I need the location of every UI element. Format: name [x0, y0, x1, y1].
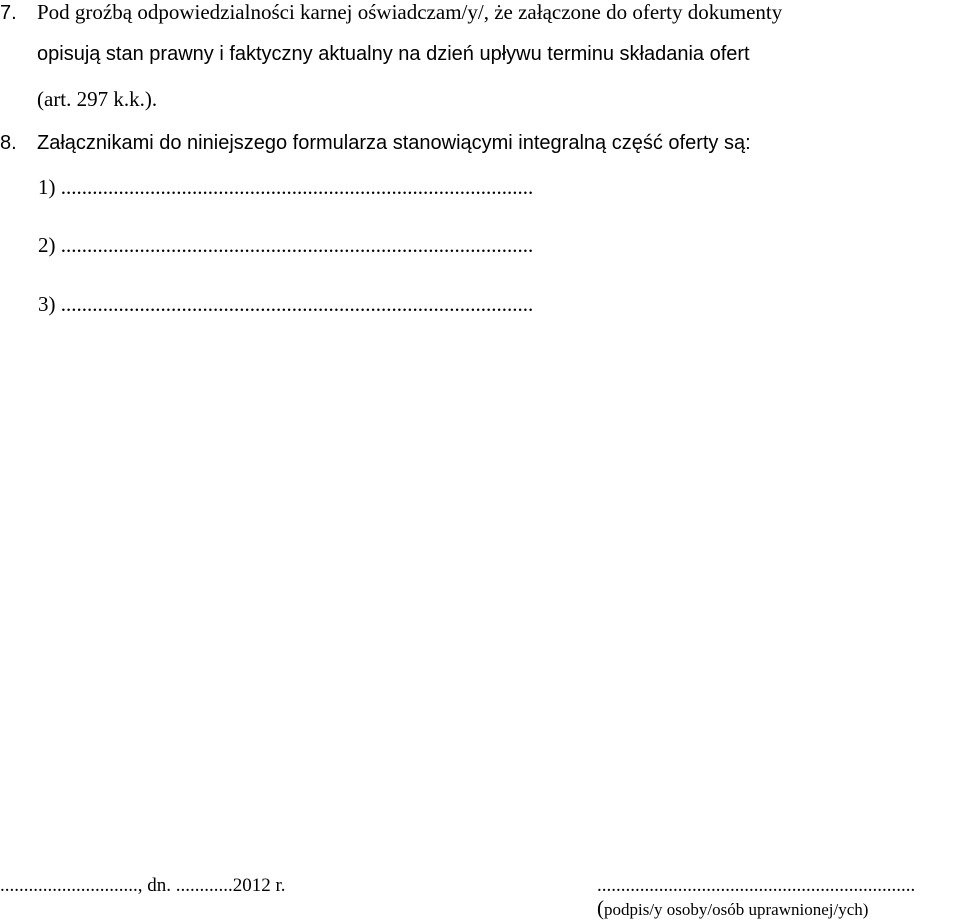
attachment-line-3[interactable]: 3) ..........................................................................................: [38, 292, 534, 316]
paragraph-8-text: Załącznikami do niniejszego formularza stanowiącymi integralną część oferty są:: [37, 132, 751, 154]
date-place-line[interactable]: ............................., dn. ............2012 r.: [0, 875, 286, 896]
signature-caption-text: podpis/y osoby/osób uprawnionej/ych): [604, 900, 869, 919]
signature-line[interactable]: ...................................................................: [597, 875, 916, 896]
paragraph-7-number: 7.: [0, 2, 17, 24]
paragraph-7-line-3: (art. 297 k.k.).: [37, 87, 158, 111]
paragraph-7-line-1: [0, 2, 782, 23]
paragraph-7-line-2: opisują stan prawny i faktyczny aktualny na dzień upływu terminu składania ofert: [37, 43, 750, 65]
attachment-line-2[interactable]: 2) ..........................................................................................: [38, 233, 534, 257]
paragraph-8-number: 8.: [0, 132, 17, 154]
attachment-line-1[interactable]: 1) ..........................................................................................: [38, 175, 534, 199]
signature-caption: [597, 898, 868, 919]
signature-caption-paren: (: [597, 896, 604, 920]
paragraph-8: [0, 133, 751, 153]
paragraph-7-text-line-1: Pod groźbą odpowiedzialności karnej oświadczam/y/, że załączone do oferty dokumenty: [37, 0, 783, 24]
